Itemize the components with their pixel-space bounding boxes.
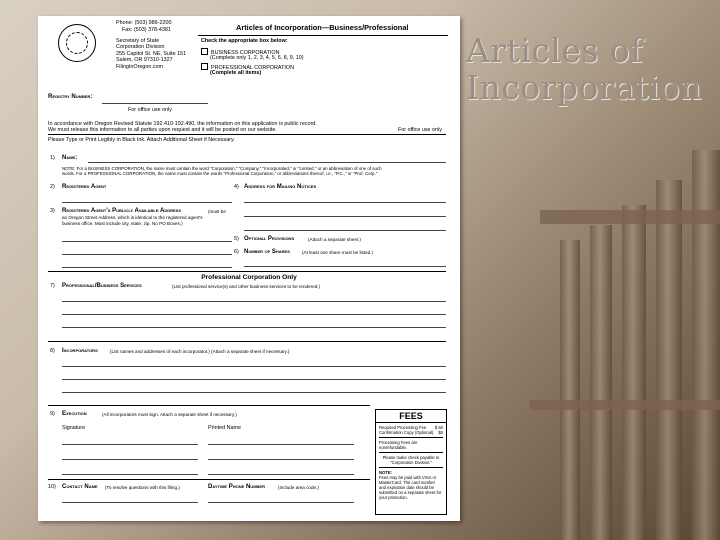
execution-label: Execution bbox=[62, 411, 87, 417]
mailing-address-field-2[interactable] bbox=[244, 216, 446, 217]
phone-text: Phone: (503) 986-2200 bbox=[116, 20, 172, 26]
optional-provisions-note: (Attach a separate sheet.) bbox=[308, 237, 361, 242]
daytime-phone-note: (Include area code.) bbox=[278, 485, 319, 490]
rule bbox=[48, 271, 446, 272]
slide-title bbox=[466, 32, 716, 106]
required-fee-label: Required Processing Fee bbox=[379, 425, 427, 430]
incorporators-field-1[interactable] bbox=[62, 366, 446, 367]
rule bbox=[48, 341, 446, 342]
statute-line-2: We must release this information to all parties upon request and it will be posted on our website. bbox=[48, 127, 277, 133]
incorporators-field-3[interactable] bbox=[62, 392, 446, 393]
contact-name-field[interactable] bbox=[62, 502, 198, 503]
agent-address-field-3[interactable] bbox=[62, 267, 232, 268]
statute-line-1: In accordance with Oregon Revised Statute 192.410-192.490, the information on this application is public record. bbox=[48, 121, 317, 127]
services-field-2[interactable] bbox=[62, 314, 446, 315]
slide-title-line2: Incorporation bbox=[466, 68, 703, 107]
title-rule bbox=[198, 35, 448, 36]
fees-note-body: Fees may be paid with VISA or MasterCard. The card number and expiration date should be submitted on a separate sheet for your protection. bbox=[379, 475, 442, 500]
fax-text: Fax: (503) 378-4381 bbox=[122, 27, 171, 33]
incorporators-label: Incorporators bbox=[62, 348, 98, 354]
name-note-2: words. For a PROFESSIONAL CORPORATION, the name must contain the words "Professional Corporation," or abbreviations thereof, i.e., "P.C.," or "Prof. Corp." bbox=[62, 171, 378, 176]
professional-only-heading: Professional Corporation Only bbox=[201, 274, 297, 281]
mailing-address-field-1[interactable] bbox=[244, 202, 446, 203]
registered-agent-label: Registered Agent bbox=[62, 184, 107, 190]
form-title: Articles of Incorporation—Business/Professional bbox=[236, 23, 409, 32]
agent-address-field-1[interactable] bbox=[62, 241, 232, 242]
name-note-1: NOTE: For a BUSINESS CORPORATION, the name must contain the word "Corporation," "Company," "Incorporated," or "Limited," or an abbreviation of one of such bbox=[62, 166, 382, 171]
office-address: Secretary of State Corporation Division 255 Capitol St. NE, Suite 151 Salem, OR 97310-1327 FilingInOregon.com bbox=[116, 38, 187, 70]
fees-box bbox=[375, 409, 447, 515]
professional-checkbox[interactable] bbox=[201, 63, 208, 70]
printed-name-field-1[interactable] bbox=[208, 444, 354, 445]
rule bbox=[48, 479, 370, 480]
printed-name-label: Printed Name bbox=[208, 425, 241, 431]
office-use-text: For office use only bbox=[128, 107, 172, 113]
office-use-text-2: For office use only bbox=[398, 127, 442, 133]
rule bbox=[48, 405, 370, 406]
print-note: Please Type or Print Legibly in Black Ink. Attach Additional Sheet if Necessary. bbox=[48, 137, 235, 143]
daytime-phone-label: Daytime Phone Number bbox=[208, 484, 265, 490]
contact-name-label: Contact Name bbox=[62, 484, 98, 490]
professional-note: (Complete all items) bbox=[210, 70, 262, 76]
required-fee-amount: $ 50 bbox=[434, 425, 443, 430]
agent-address-note: (must be bbox=[208, 209, 226, 214]
professional-services-note: (List professional service(s) and other business services to be rendered.) bbox=[172, 284, 321, 289]
check-box-label: Check the appropriate box below: bbox=[201, 38, 288, 44]
section-number: 10) bbox=[48, 484, 56, 490]
services-field-1[interactable] bbox=[62, 301, 446, 302]
section-number: 6) bbox=[234, 249, 239, 255]
name-label: Name: bbox=[62, 155, 78, 161]
business-note: (Complete only 1, 2, 3, 4, 5, 6, 8, 9, 10) bbox=[210, 55, 304, 61]
section-number: 1) bbox=[50, 155, 55, 161]
incorporators-field-2[interactable] bbox=[62, 379, 446, 380]
execution-note: (All incorporators must sign. Attach a separate sheet if necessary.) bbox=[102, 412, 237, 417]
copy-fee-label: Confirmation Copy (Optional) bbox=[379, 430, 434, 435]
signature-field-2[interactable] bbox=[62, 459, 198, 460]
section-number: 8) bbox=[50, 348, 55, 354]
fees-note-heading: NOTE: bbox=[379, 470, 393, 475]
mailing-address-label: Address for Mailing Notices bbox=[244, 184, 317, 190]
printed-name-field-2[interactable] bbox=[208, 459, 354, 460]
signature-field-1[interactable] bbox=[62, 444, 198, 445]
section-number: 4) bbox=[234, 184, 239, 190]
number-of-shares-label: Number of Shares bbox=[244, 249, 290, 255]
section-number: 7) bbox=[50, 283, 55, 289]
printed-name-field-3[interactable] bbox=[208, 474, 354, 475]
signature-field-3[interactable] bbox=[62, 474, 198, 475]
copy-fee-amount: $5 bbox=[438, 430, 443, 435]
optional-provisions-label: Optional Provisions bbox=[244, 236, 295, 242]
name-field[interactable] bbox=[88, 162, 446, 163]
registered-agent-field[interactable] bbox=[62, 202, 232, 203]
state-seal-icon bbox=[58, 24, 96, 62]
mailing-address-field-3[interactable] bbox=[244, 230, 446, 231]
services-field-3[interactable] bbox=[62, 327, 446, 328]
incorporators-note: (List names and addresses of each incorporator.) (Attach a separate sheet if necessary.) bbox=[110, 349, 290, 354]
number-of-shares-field[interactable] bbox=[244, 266, 446, 267]
fees-heading: FEES bbox=[376, 410, 446, 423]
professional-services-label: Professional/Business Services bbox=[62, 283, 142, 289]
agent-address-note: an Oregon Street Address, which is identical to the registered agent's bbox=[62, 215, 203, 220]
section-number: 9) bbox=[50, 411, 55, 417]
articles-of-incorporation-form bbox=[38, 16, 460, 521]
agent-address-note: business office. Must include city, state, zip. No PO Boxes.) bbox=[62, 221, 183, 226]
registry-number-field[interactable] bbox=[102, 103, 208, 104]
daytime-phone-field[interactable] bbox=[208, 502, 354, 503]
slide-title-line1: Articles of bbox=[466, 31, 643, 70]
signature-label: Signature bbox=[62, 425, 86, 431]
number-of-shares-note: (At least one share must be listed.) bbox=[302, 250, 373, 255]
professional-corporation-option[interactable]: PROFESSIONAL CORPORATION bbox=[201, 63, 294, 71]
registry-number-label: Registry Number: bbox=[48, 94, 93, 100]
contact-name-note: (To resolve questions with this filing.) bbox=[105, 485, 180, 490]
payable-note: Please make check payable to "Corporation Division." bbox=[382, 455, 440, 465]
nonrefundable-note: Processing Fees are nonrefundable. bbox=[379, 440, 418, 450]
agent-address-field-2[interactable] bbox=[62, 254, 232, 255]
section-number: 3) bbox=[50, 208, 55, 214]
section-number: 2) bbox=[50, 184, 55, 190]
business-corporation-option[interactable]: BUSINESS CORPORATION bbox=[201, 48, 280, 56]
section-number: 5) bbox=[234, 236, 239, 242]
business-checkbox[interactable] bbox=[201, 48, 208, 55]
agent-address-label: Registered Agent's Publicly Available Address bbox=[62, 208, 181, 214]
rule bbox=[48, 134, 446, 135]
